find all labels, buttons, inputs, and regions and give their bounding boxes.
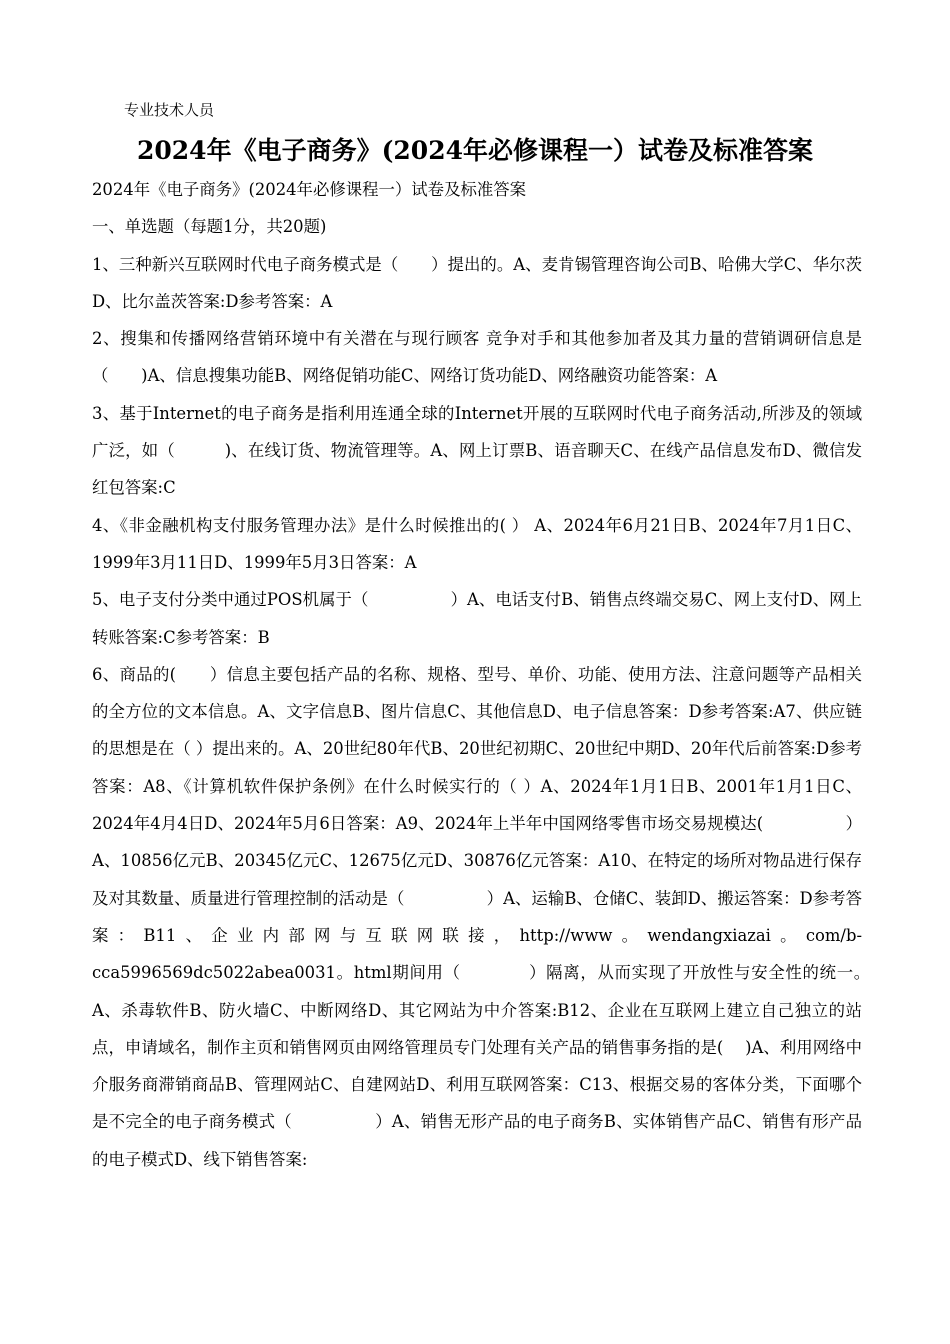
question-2: 2、搜集和传播网络营销环境中有关潜在与现行顾客 竞争对手和其他参加者及其力量的营销调研信息是（ )A、信息搜集功能B、网络促销功能C、网络订货功能D、网络融资功能答案：A [92,329,862,386]
question-3: 3、基于Internet的电子商务是指利用连通全球的Internet开展的互联网时代电子商务活动,所涉及的领域广泛，如（ )、在线订货、物流管理等。A、网上订票B、语音聊天C、在线产品信息发布D、微信发红包答案:C [92,403,862,498]
header-note: 专业技术人员 [124,101,215,119]
section-heading: 一、单选题（每题1分，共20题) [92,217,327,237]
question-4: 4、《非金融机构支付服务管理办法》是什么时候推出的( ） A、2024年6月21日B、2024年7月1日C、1999年3月11日D、1999年5月3日答案：A [92,515,862,572]
question-5: 5、电子支付分类中通过POS机属于（ ）A、电话支付B、销售点终端交易C、网上支付D、网上转账答案:C参考答案：B [92,590,862,647]
page-title: 2024年《电子商务》(2024年必修课程一）试卷及标准答案 [137,136,813,165]
question-6-to-13: 6、商品的( ）信息主要包括产品的名称、规格、型号、单价、功能、使用方法、注意问题等产品相关的全方位的文本信息。A、文字信息B、图片信息C、其他信息D、电子信息答案：D参考答案:A7、供应链的思想是在（ ）提出来的。A、20世纪80年代B、20世纪初期C、20世纪中期D、20年代后前答案:D参考答案：A8、《计算机软件保护条例》在什么时候实行的（ ）A、2024年1月1日B、2001年1月1日C、2024年4月4日D、2024年5月6日答案：A9、2024年上半年中国网络零售市场交易规模达( ）A、10856亿元B、20345亿元C、12675亿元D、30876亿元答案：A10、在特定的场所对物品进行保存及对其数量、质量进行管理控制的活动是（ ）A、运输B、仓储C、装卸D、搬运答案：D参考答案：B11、企业内部网与互联网联接，http://www。wendangxiazai。com/b-cca5996569dc5022abea0031。html期间用（ ）隔离，从而实现了开放性与安全性的统一。 A、杀毒软件B、防火墙C、中断网络D、其它网站为中介答案:B12、企业在互联网上建立自己独立的站点，申请域名，制作主页和销售网页由网络管理员专门处理有关产品的销售事务指的是( )A、利用网络中介服务商滞销商品B、管理网站C、自建网站D、利用互联网答案：C13、根据交易的客体分类，下面哪个是不完全的电子商务模式（ ）A、销售无形产品的电子商务B、实体销售产品C、销售有形产品的电子模式D、线下销售答案: [92,664,912,1169]
question-1: 1、三种新兴互联网时代电子商务模式是（ ）提出的。A、麦肯锡管理咨询公司B、哈佛大学C、华尔茨D、比尔盖茨答案:D参考答案：A [92,254,862,311]
paragraph-subtitle: 2024年《电子商务》(2024年必修课程一）试卷及标准答案 [92,180,527,199]
document-body [92,171,912,1178]
